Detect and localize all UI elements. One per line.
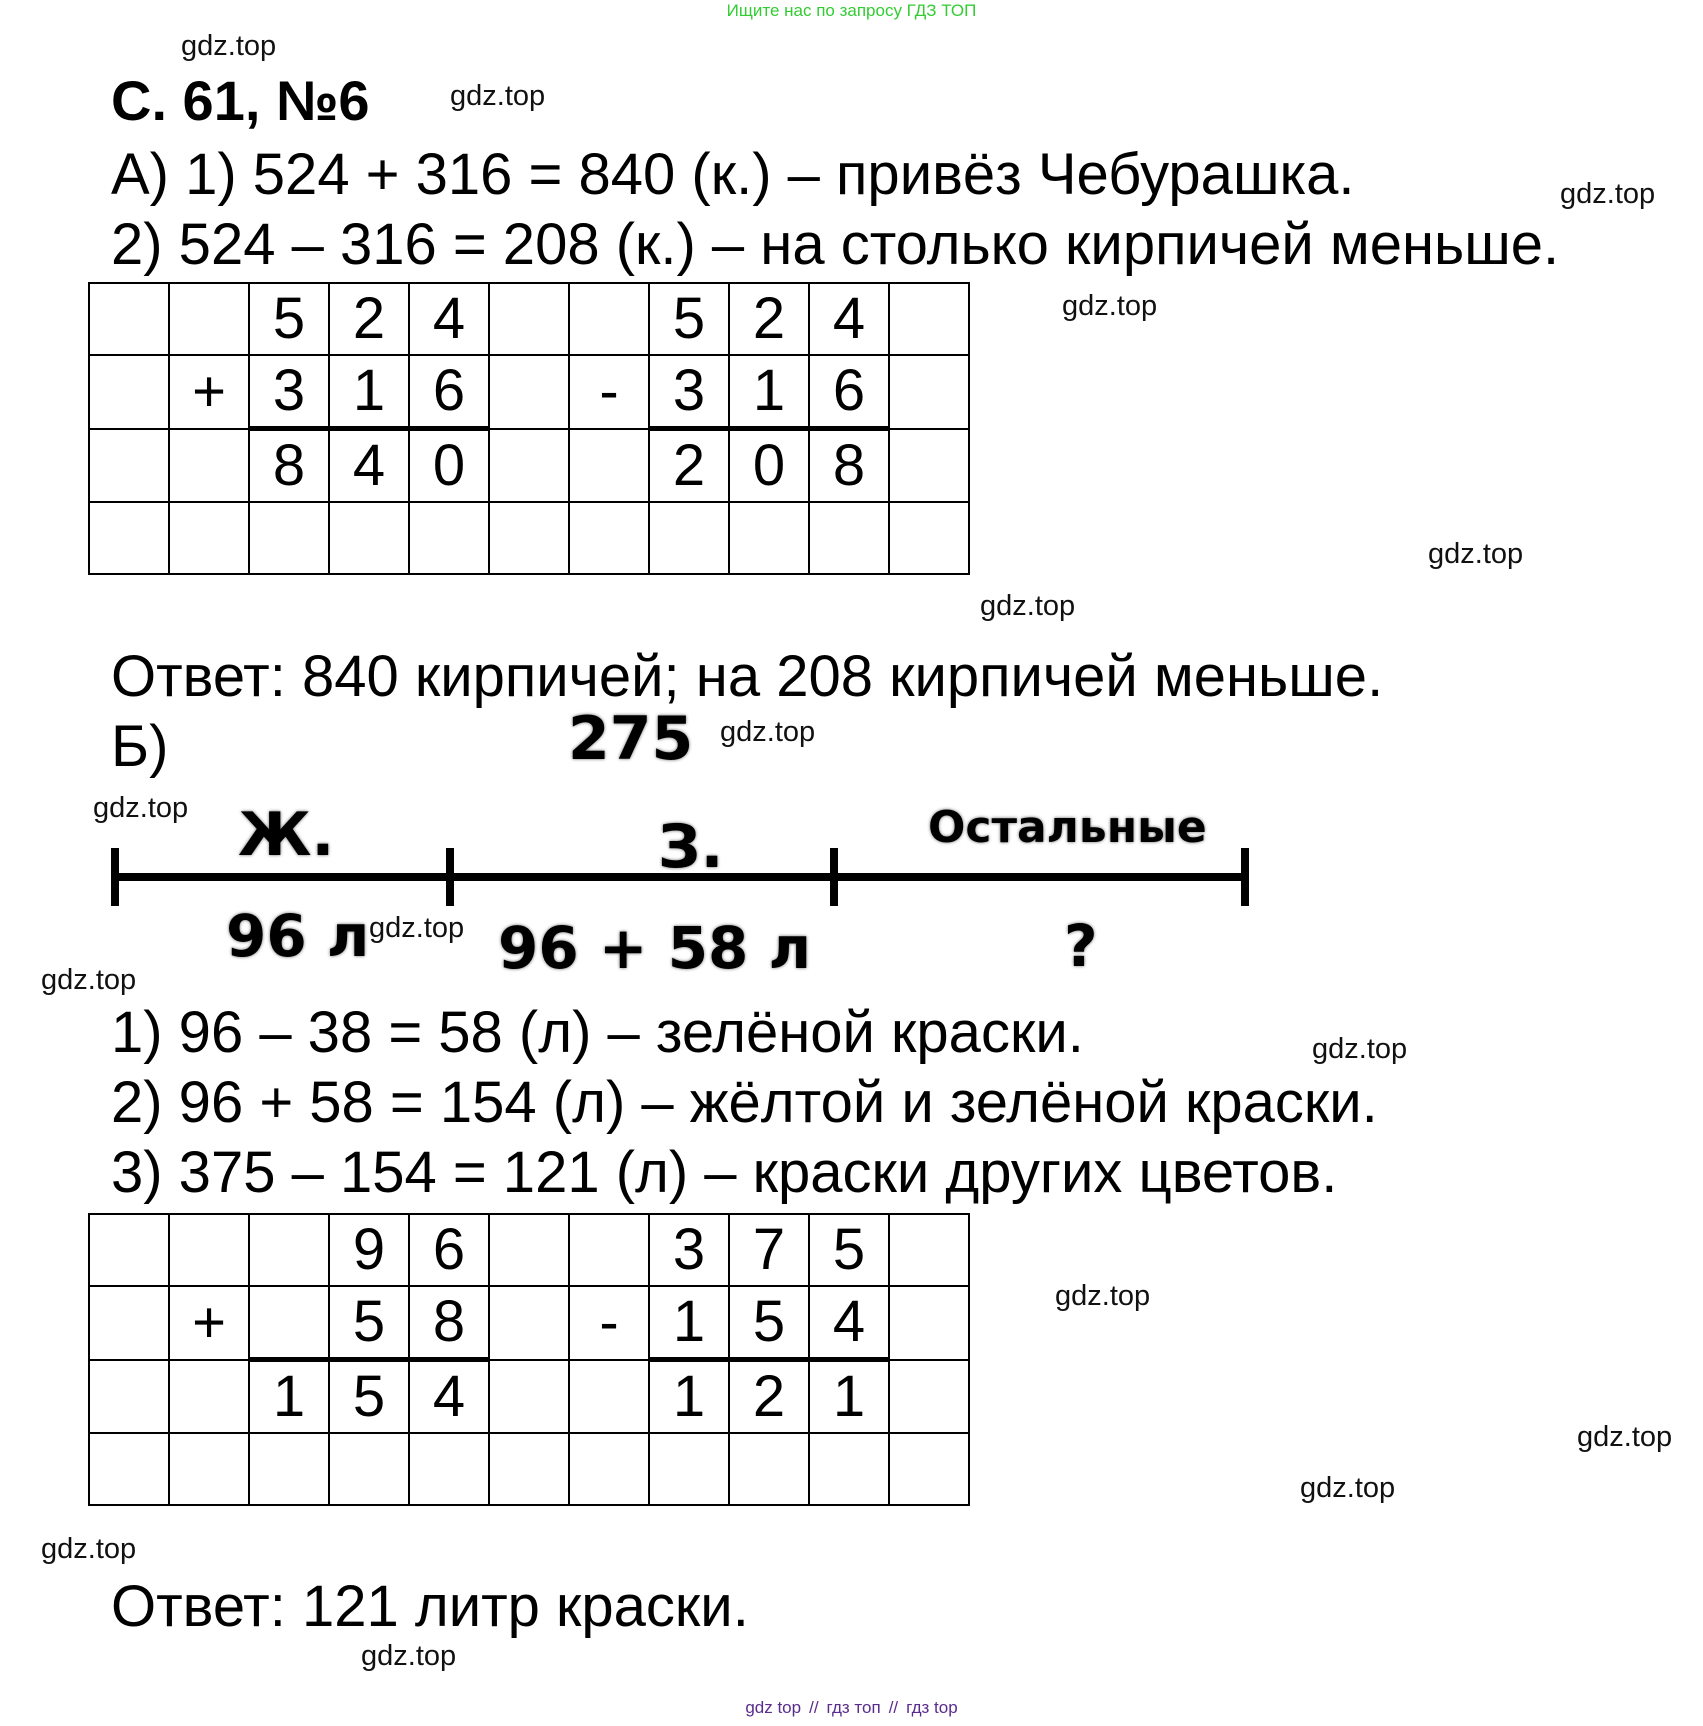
grid-cell [89,1214,169,1286]
grid-cell: 4 [329,429,409,503]
grid-cell [889,1214,969,1286]
grid-cell [809,1433,889,1505]
grid-cell: + [169,1286,249,1360]
watermark: gdz.top [93,792,189,824]
diagram-seg2-value: 96 + 58 л [498,914,812,982]
watermark: gdz.top [181,30,277,62]
watermark: gdz.top [369,912,465,944]
grid-cell: 2 [649,429,729,503]
watermark: gdz.top [1577,1421,1673,1453]
footer-link[interactable]: // [888,1698,899,1717]
grid-cell: 9 [329,1214,409,1286]
watermark: gdz.top [1300,1472,1396,1504]
grid-cell [169,1360,249,1434]
grid-cell: - [569,355,649,429]
grid-cell [569,1360,649,1434]
grid-cell: 1 [729,355,809,429]
grid-cell [489,1360,569,1434]
watermark: gdz.top [1560,178,1656,210]
grid-cell [649,1433,729,1505]
footer-links [0,1698,1703,1718]
grid-cell: 1 [329,355,409,429]
grid-cell: 8 [409,1286,489,1360]
grid-cell [169,1433,249,1505]
grid-cell: 8 [249,429,329,503]
partA-line2: 2) 524 – 316 = 208 (к.) – на столько кирпичей меньше. [111,212,1560,277]
grid-cell: 4 [809,1286,889,1360]
footer-link[interactable]: гдз top [906,1698,958,1717]
grid-cell [329,1433,409,1505]
grid-cell: 3 [249,355,329,429]
watermark: gdz.top [41,964,137,996]
partB-line3: 3) 375 – 154 = 121 (л) – краски других цветов. [111,1140,1338,1205]
watermark: gdz.top [720,716,816,748]
watermark: gdz.top [1312,1033,1408,1065]
grid-cell [889,1286,969,1360]
footer-link[interactable]: // [809,1698,819,1717]
grid-cell: 6 [409,355,489,429]
grid-cell: 5 [329,1360,409,1434]
partB-line1: 1) 96 – 38 = 58 (л) – зелёной краски. [111,1000,1084,1065]
partB-answer: Ответ: 121 литр краски. [111,1574,749,1639]
grid-cell: 1 [649,1286,729,1360]
watermark: gdz.top [1062,290,1158,322]
grid-cell [729,1433,809,1505]
page-title: С. 61, №6 [111,69,370,132]
grid-cell: 6 [809,355,889,429]
grid-cell: 8 [809,429,889,503]
grid-cell: 7 [729,1214,809,1286]
grid-cell [489,1214,569,1286]
grid-cell [89,1360,169,1434]
partA-answer: Ответ: 840 кирпичей; на 208 кирпичей меньше. [111,644,1384,709]
search-banner: Ищите нас по запросу ГДЗ ТОП [726,1,977,20]
grid-row [89,1214,969,1286]
grid-cell: 2 [729,1360,809,1434]
diagram-seg1-label: Ж. [238,800,335,870]
partB-label: Б) [111,714,169,779]
watermark: gdz.top [1055,1280,1151,1312]
grid-cell [489,1433,569,1505]
watermark: gdz.top [361,1640,457,1672]
grid-cell: 3 [649,355,729,429]
diagram-total: 275 [568,704,694,774]
watermark: gdz.top [450,80,546,112]
grid-cell: 4 [409,1360,489,1434]
diagram-seg3-label: Остальные [928,802,1207,853]
footer-link[interactable]: гдз топ [826,1698,881,1717]
grid-cell: 4 [409,283,489,355]
grid-cell [889,1360,969,1434]
grid-cell: 5 [649,283,729,355]
grid-cell: 2 [329,283,409,355]
grid-row [89,1360,969,1434]
grid-cell: 5 [809,1214,889,1286]
watermark: gdz.top [980,590,1076,622]
watermark: gdz.top [1428,538,1524,570]
grid-cell: 0 [409,429,489,503]
grid-cell [89,1433,169,1505]
grid-cell [249,1214,329,1286]
grid-cell: - [569,1286,649,1360]
grid-cell: 4 [809,283,889,355]
footer-link[interactable]: gdz top [745,1698,802,1717]
grid-cell: 0 [729,429,809,503]
grid-cell: 1 [649,1360,729,1434]
grid-cell: 6 [409,1214,489,1286]
partA-line1: А) 1) 524 + 316 = 840 (к.) – привёз Чебурашка. [111,142,1355,207]
grid-cell [249,1433,329,1505]
grid-cell [409,1433,489,1505]
grid-cell [569,1214,649,1286]
partB-column-grid [88,1213,970,1506]
grid-cell: 5 [729,1286,809,1360]
partB-line2: 2) 96 + 58 = 154 (л) – жёлтой и зелёной краски. [111,1070,1378,1135]
grid-cell: + [169,355,249,429]
grid-cell: 2 [729,283,809,355]
grid-cell: 5 [329,1286,409,1360]
grid-row [89,1286,969,1360]
grid-cell [489,1286,569,1360]
grid-cell [889,1433,969,1505]
grid-cell [89,1286,169,1360]
grid-cell: 3 [649,1214,729,1286]
diagram-seg2-label: З. [658,812,724,882]
grid-cell [569,1433,649,1505]
diagram-seg1-value: 96 л [226,902,370,970]
watermark: gdz.top [41,1533,137,1565]
grid-cell: 1 [249,1360,329,1434]
grid-cell: 5 [249,283,329,355]
diagram-seg3-value: ? [1064,912,1098,980]
grid-cell: 1 [809,1360,889,1434]
grid-row [89,1433,969,1505]
grid-cell [169,1214,249,1286]
grid-cell [249,1286,329,1360]
